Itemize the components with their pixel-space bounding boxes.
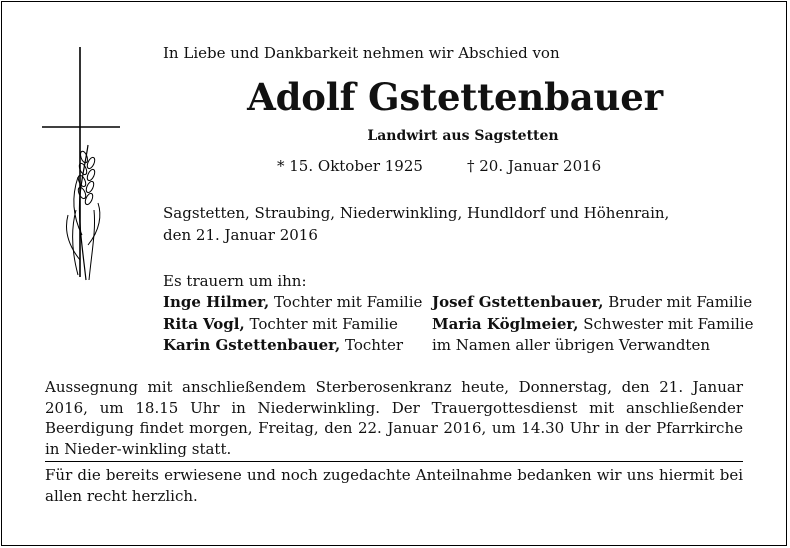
death-date: † 20. Januar 2016 [467, 157, 602, 175]
mourner-entry [163, 292, 422, 314]
burial-info: Aussegnung mit anschließendem Sterberosenkranz heute, Donnerstag, den 21. Januar 2016, um 18.15 Uhr in Niederwinkling. Der Trauergottesdienst mit anschließender Beerdigung findet morgen, Freitag, den 22. Januar 2016, um 14.30 Uhr in der Pfarrkirche in Nieder-winkling statt. [45, 378, 743, 458]
mourner-relation: im Namen aller übrigen Verwandten [432, 336, 710, 354]
mourner-entry [432, 335, 753, 357]
places-date: den 21. Januar 2016 [163, 226, 318, 244]
mourner-name: Maria Köglmeier, [432, 314, 579, 333]
mourner-relation: Tochter mit Familie [269, 293, 423, 311]
mourner-entry [432, 292, 753, 314]
places-line: Sagstetten, Straubing, Niederwinkling, Hundldorf und Höhenrain, [163, 204, 670, 222]
mourner-relation: Tochter mit Familie [244, 314, 398, 333]
places-block [163, 202, 669, 246]
birth-date: * 15. Oktober 1925 [277, 157, 423, 175]
mourner-entry [163, 314, 422, 336]
mourner-entry [163, 335, 422, 357]
mourner-name: Karin Gstettenbauer, [163, 336, 341, 354]
mourners-heading: Es trauern um ihn: [163, 272, 307, 290]
divider [45, 461, 743, 462]
mourner-name: Rita Vogl, [163, 314, 245, 333]
intro-text: In Liebe und Dankbarkeit nehmen wir Abschied von [163, 44, 560, 62]
occupation: Landwirt aus Sagstetten [367, 128, 559, 144]
mourners-right [432, 292, 753, 357]
deceased-name: Adolf Gstettenbauer [247, 75, 663, 119]
mourner-relation: Tochter [340, 336, 403, 354]
mourner-name: Inge Hilmer, [163, 293, 270, 311]
mourner-relation: Bruder mit Familie [603, 293, 753, 311]
mourner-name: Josef Gstettenbauer, [432, 293, 604, 311]
mourners-left [163, 292, 422, 357]
mourner-relation: Schwester mit Familie [578, 314, 754, 333]
thanks-text: Für die bereits erwiesene und noch zugedachte Anteilnahme bedanken wir uns hiermit bei allen recht herzlich. [45, 466, 743, 505]
mourner-entry [432, 314, 753, 336]
